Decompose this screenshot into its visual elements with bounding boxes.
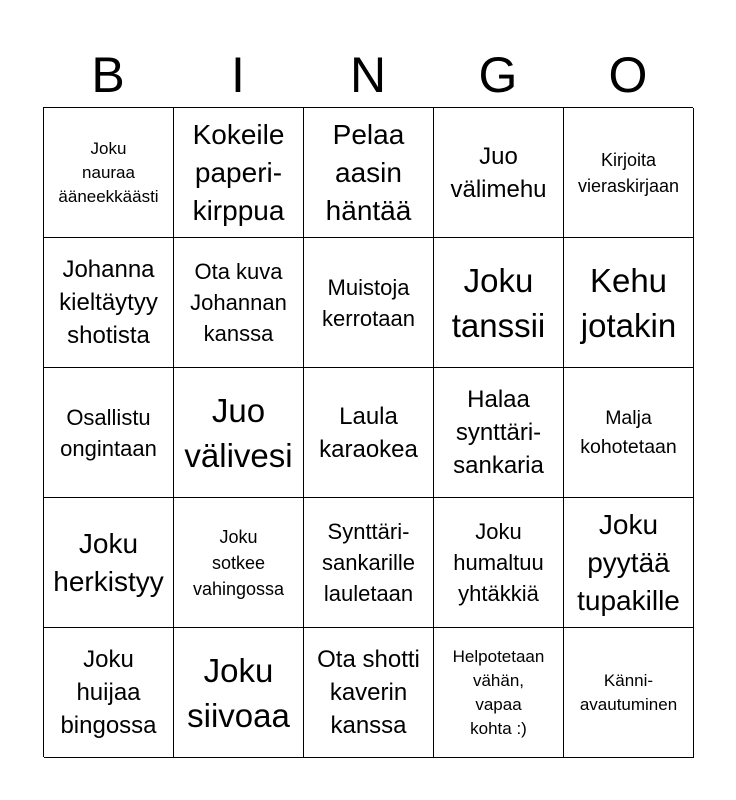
cell-text: Joku herkistyy [53,527,164,597]
bingo-cell[interactable] [174,238,304,368]
cell-text: Helpotetaan vähän, vapaa kohta :) [452,646,545,738]
bingo-cell[interactable] [304,238,434,368]
cell-text: Laula karaokea [319,402,418,463]
bingo-cell[interactable] [304,108,434,238]
bingo-cell[interactable] [304,628,434,758]
cell-text: Synttäri- sankarille lauletaan [322,519,415,606]
bingo-cell[interactable] [304,498,434,628]
header-letter-g: G [478,47,518,103]
bingo-cell[interactable] [44,498,174,628]
bingo-cell[interactable] [44,108,174,238]
bingo-cell[interactable] [434,238,564,368]
bingo-grid [43,107,693,757]
header-letter-o: O [608,47,648,103]
bingo-cell[interactable] [174,108,304,238]
cell-text: Muistoja kerrotaan [322,274,415,331]
bingo-cell[interactable] [304,368,434,498]
cell-text: Joku humaltuu yhtäkkiä [453,519,544,606]
bingo-header [43,44,693,106]
bingo-cell[interactable] [174,498,304,628]
bingo-cell[interactable] [44,628,174,758]
bingo-cell[interactable] [564,628,694,758]
cell-text: Känni- avautuminen [579,670,678,714]
bingo-cell[interactable] [44,238,174,368]
bingo-cell[interactable] [434,368,564,498]
bingo-cell[interactable] [174,368,304,498]
cell-text: Johanna kieltäytyy shotista [59,256,158,349]
bingo-cell[interactable] [174,628,304,758]
bingo-cell[interactable] [564,238,694,368]
cell-text: Kokeile paperi- kirppua [192,118,285,226]
bingo-cell[interactable] [564,368,694,498]
bingo-cell[interactable] [434,498,564,628]
bingo-cell[interactable] [44,368,174,498]
cell-text: Joku huijaa bingossa [60,646,157,739]
cell-text: Kirjoita vieraskirjaan [577,149,680,196]
bingo-cell[interactable] [564,498,694,628]
cell-text: Joku siivoaa [187,651,290,734]
bingo-cell[interactable] [434,628,564,758]
cell-text: Joku sotkee vahingossa [192,526,285,599]
bingo-cell[interactable] [434,108,564,238]
cell-text: Ota kuva Johannan kanssa [190,259,287,346]
cell-text: Malja kohotetaan [580,406,677,458]
cell-text: Juo välivesi [184,391,293,474]
cell-text: Joku pyytää tupakille [577,508,680,616]
cell-text: Ota shotti kaverin kanssa [317,646,420,739]
cell-text: Osallistu ongintaan [60,404,157,461]
header-letter-b: B [91,47,125,103]
cell-text: Juo välimehu [450,142,547,203]
cell-text: Joku nauraa ääneekkäästi [58,138,159,206]
cell-text: Kehu jotakin [580,261,677,344]
cell-text: Joku tanssii [451,261,546,344]
bingo-cell[interactable] [564,108,694,238]
header-letter-n: N [349,47,387,103]
header-letter-i: I [231,47,245,103]
cell-text: Halaa synttäri- sankaria [453,386,544,479]
cell-text: Pelaa aasin häntää [325,118,412,226]
